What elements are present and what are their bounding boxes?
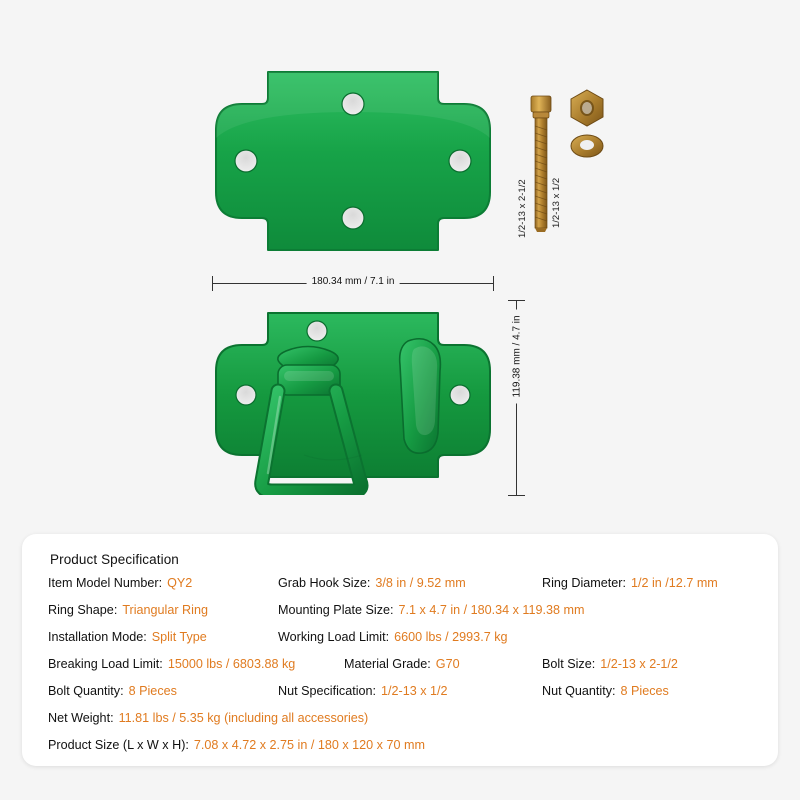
width-dimension: [212, 276, 494, 290]
spec-item-ring-shape: [48, 603, 278, 617]
spec-item-bolt-size: [542, 657, 678, 671]
spec-item-breaking-load-limit: [48, 657, 344, 671]
spec-item-mounting-plate-size: [278, 603, 585, 617]
height-dimension-label: 119.38 mm / 4.7 in: [512, 309, 523, 403]
spec-row: [48, 630, 752, 657]
spec-label: Mounting Plate Size:: [278, 603, 394, 617]
spec-item-installation-mode: [48, 630, 278, 644]
spec-value: Triangular Ring: [122, 603, 208, 617]
spec-item-working-load-limit: [278, 630, 508, 644]
spec-label: Working Load Limit:: [278, 630, 390, 644]
spec-label: Breaking Load Limit:: [48, 657, 163, 671]
dimension-cap-bottom: [508, 495, 525, 496]
spec-row: [48, 576, 752, 603]
dimension-cap-left: [212, 276, 213, 291]
spec-value: Split Type: [151, 630, 207, 644]
spec-value: G70: [435, 657, 460, 671]
spec-value: 8 Pieces: [620, 684, 669, 698]
spec-label: Nut Quantity:: [542, 684, 616, 698]
spec-label: Product Size (L x W x H):: [48, 738, 189, 752]
spec-label: Grab Hook Size:: [278, 576, 371, 590]
spec-value: 1/2 in /12.7 mm: [631, 576, 718, 590]
plate-outline-icon: [212, 68, 494, 254]
spec-value: 1/2-13 x 1/2: [381, 684, 448, 698]
width-dimension-label: 180.34 mm / 7.1 in: [307, 275, 400, 289]
spec-value: 15000 lbs / 6803.88 kg: [167, 657, 296, 671]
assembly-icon: [212, 305, 494, 495]
height-dimension: [508, 300, 524, 496]
mounting-plate-with-triangular-ring: [212, 305, 494, 495]
hardware-group: [505, 78, 625, 258]
spec-label: Material Grade:: [344, 657, 431, 671]
spec-row: [48, 603, 752, 630]
bolt-size-label: 1/2-13 x 2-1/2: [517, 179, 528, 238]
spec-label: Bolt Size:: [542, 657, 596, 671]
spec-item-model-number: [48, 576, 278, 590]
nut-size-label: 1/2-13 x 1/2: [551, 177, 562, 228]
spec-item-bolt-quantity: [48, 684, 278, 698]
spec-item-product-size: [48, 738, 425, 752]
spec-row: [48, 711, 752, 738]
dimension-cap-right: [493, 276, 494, 291]
spec-row: [48, 738, 752, 765]
spec-value: 7.08 x 4.72 x 2.75 in / 180 x 120 x 70 mm: [193, 738, 425, 752]
spec-label: Net Weight:: [48, 711, 114, 725]
spec-item-grab-hook-size: [278, 576, 542, 590]
spec-label: Item Model Number:: [48, 576, 163, 590]
spec-value: 11.81 lbs / 5.35 kg (including all accessories): [118, 711, 369, 725]
spec-item-nut-quantity: [542, 684, 669, 698]
spec-label: Bolt Quantity:: [48, 684, 124, 698]
spec-row: [48, 657, 752, 684]
dimension-cap-top: [508, 300, 525, 301]
spec-value: 6600 lbs / 2993.7 kg: [394, 630, 508, 644]
spec-title: Product Specification: [50, 552, 179, 567]
spec-label: Ring Diameter:: [542, 576, 626, 590]
spec-value: 3/8 in / 9.52 mm: [375, 576, 466, 590]
spec-item-ring-diameter: [542, 576, 718, 590]
mounting-plate-top-view: [212, 68, 494, 254]
spec-value: QY2: [167, 576, 193, 590]
spec-value: 8 Pieces: [128, 684, 177, 698]
spec-row: [48, 684, 752, 711]
spec-value: 7.1 x 4.7 in / 180.34 x 119.38 mm: [398, 603, 585, 617]
spec-label: Installation Mode:: [48, 630, 147, 644]
spec-item-nut-specification: [278, 684, 542, 698]
spec-item-material-grade: [344, 657, 542, 671]
spec-label: Ring Shape:: [48, 603, 118, 617]
product-specification-card: [22, 534, 778, 766]
spec-value: 1/2-13 x 2-1/2: [600, 657, 678, 671]
spec-label: Nut Specification:: [278, 684, 377, 698]
spec-item-net-weight: [48, 711, 368, 725]
